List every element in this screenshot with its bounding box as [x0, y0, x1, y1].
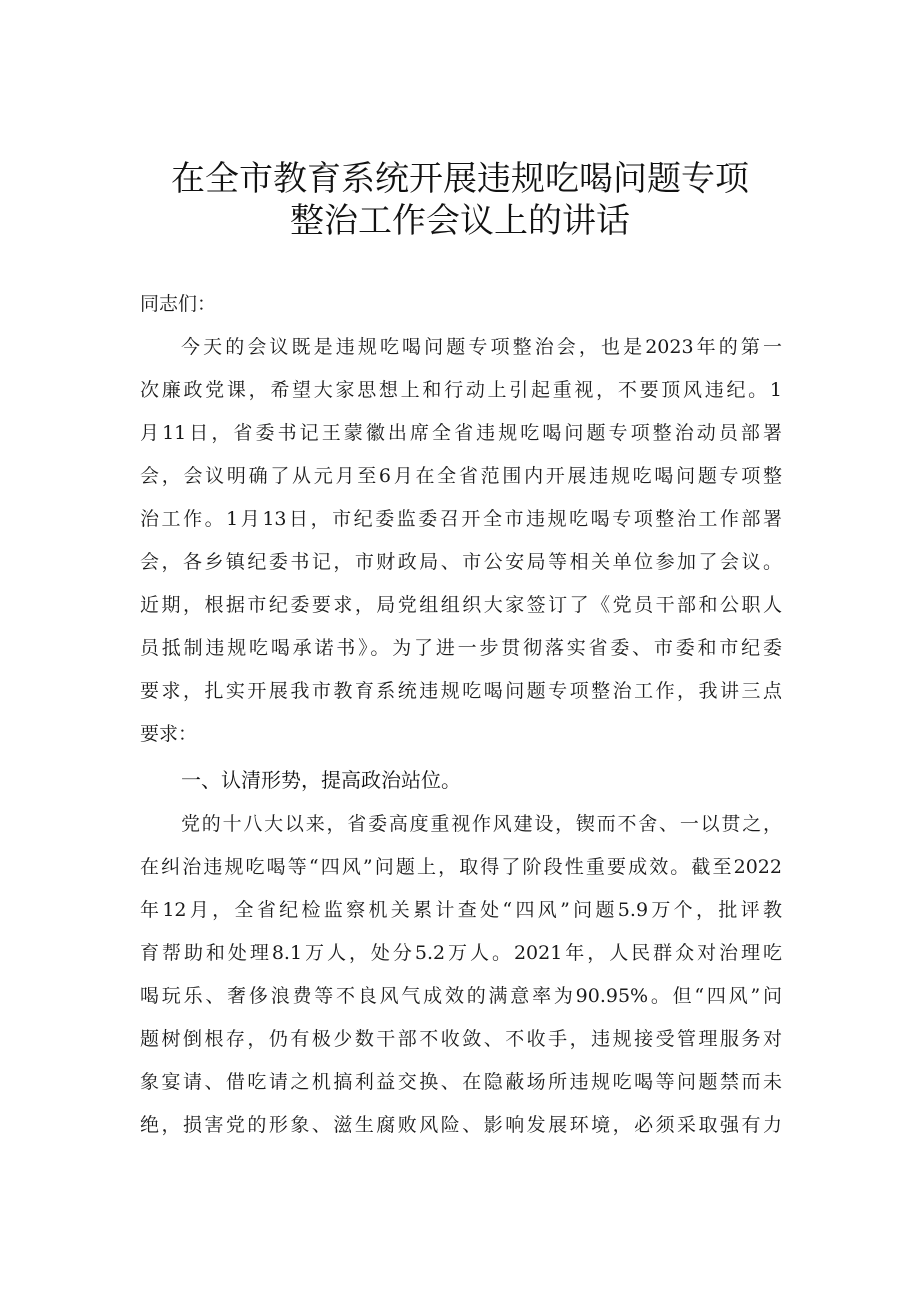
- paragraph-2-line: 党的十八大以来，省委高度重视作风建设，锲而不舍、一以贯之，: [181, 813, 782, 835]
- paragraph-1-line: 月11日，省委书记王蒙徽出席全省违规吃喝问题专项整治动员部署: [140, 422, 782, 444]
- section-heading: 一、认清形势，提高政治站位。: [181, 768, 461, 792]
- salutation: 同志们：: [140, 293, 217, 315]
- paragraph-2-line: 喝玩乐、奢侈浪费等不良风气成效的满意率为90.95%。但“四风”问: [140, 985, 782, 1007]
- paragraph-2-line: 育帮助和处理8.1万人，处分5.2万人。2021年，人民群众对治理吃: [140, 942, 782, 964]
- paragraph-1-line: 会，各乡镇纪委书记，市财政局、市公安局等相关单位参加了会议。: [140, 551, 782, 573]
- document-title-line-1: 在全市教育系统开展违规吃喝问题专项: [171, 159, 749, 199]
- paragraph-2-line: 年12月，全省纪检监察机关累计查处“四风”问题5.9万个，批评教: [140, 899, 782, 921]
- paragraph-2-line: 题树倒根存，仍有极少数干部不收敛、不收手，违规接受管理服务对: [140, 1028, 782, 1050]
- paragraph-1-line: 要求：: [140, 723, 198, 745]
- paragraph-1-line: 次廉政党课，希望大家思想上和行动上引起重视，不要顶风违纪。1: [140, 379, 782, 401]
- paragraph-2-line: 在纠治违规吃喝等“四风”问题上，取得了阶段性重要成效。截至2022: [140, 856, 782, 878]
- paragraph-1-line: 今天的会议既是违规吃喝问题专项整治会，也是2023年的第一: [181, 336, 782, 358]
- paragraph-2-line: 象宴请、借吃请之机搞利益交换、在隐蔽场所违规吃喝等问题禁而未: [140, 1071, 782, 1093]
- paragraph-2-line: 绝，损害党的形象、滋生腐败风险、影响发展环境，必须采取强有力: [140, 1114, 782, 1136]
- paragraph-1-line: 近期，根据市纪委要求，局党组组织大家签订了《党员干部和公职人: [140, 594, 782, 616]
- paragraph-1-line: 员抵制违规吃喝承诺书》。为了进一步贯彻落实省委、市委和市纪委: [140, 637, 782, 659]
- paragraph-1-line: 治工作。1月13日，市纪委监委召开全市违规吃喝专项整治工作部署: [140, 508, 782, 530]
- paragraph-1-line: 要求，扎实开展我市教育系统违规吃喝问题专项整治工作，我讲三点: [140, 680, 782, 702]
- document-title-line-2: 整治工作会议上的讲话: [290, 201, 630, 241]
- paragraph-1-line: 会，会议明确了从元月至6月在全省范围内开展违规吃喝问题专项整: [140, 465, 782, 487]
